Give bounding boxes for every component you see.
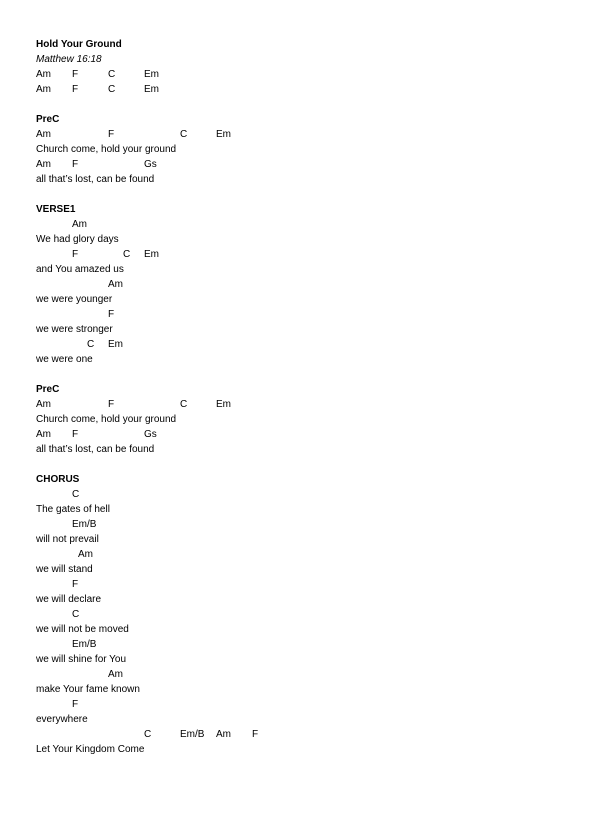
section-heading-verse: VERSE1: [36, 204, 76, 215]
song-title: Hold Your Ground: [36, 39, 122, 50]
chord: F: [72, 249, 79, 260]
chord-line: [36, 637, 596, 652]
lyric-line: we were one: [36, 354, 93, 365]
chord: Em/B: [180, 729, 205, 740]
chord: C: [72, 609, 80, 620]
chord: C: [108, 69, 116, 80]
chord: F: [72, 159, 79, 170]
chord-line: [36, 277, 596, 292]
section-heading-prechorus: PreC: [36, 384, 60, 395]
chord: F: [72, 429, 79, 440]
lyric-line: Church come, hold your ground: [36, 144, 177, 155]
chord-line: [36, 307, 596, 322]
chord: Em/B: [72, 639, 97, 650]
lyric-line: Let Your Kingdom Come: [36, 744, 145, 755]
chord: Am: [36, 429, 51, 440]
chord: C: [180, 129, 188, 140]
chord: C: [144, 729, 152, 740]
section-heading-prechorus: PreC: [36, 114, 60, 125]
intro-chord-line: [36, 82, 596, 97]
chord-line: [36, 727, 596, 742]
chord: C: [180, 399, 188, 410]
lyric-line: The gates of hell: [36, 504, 110, 515]
lyric-line: we were stronger: [36, 324, 113, 335]
lyric-line: everywhere: [36, 714, 88, 725]
chord: Em: [108, 339, 123, 350]
intro-chord-line: [36, 67, 596, 82]
chord: Em: [144, 69, 159, 80]
chord: Am: [36, 84, 51, 95]
chord: F: [72, 579, 79, 590]
chord: C: [87, 339, 95, 350]
chord: C: [72, 489, 80, 500]
chord: Em: [216, 399, 231, 410]
lyric-line: make Your fame known: [36, 684, 140, 695]
lyric-line: and You amazed us: [36, 264, 124, 275]
chord: F: [72, 699, 79, 710]
lyric-line: we will declare: [36, 594, 102, 605]
lyric-line: we will stand: [36, 564, 93, 575]
scripture-reference: Matthew 16:18: [36, 54, 102, 65]
chord: Am: [36, 159, 51, 170]
chord: Am: [36, 129, 51, 140]
chord-line: [36, 487, 596, 502]
chord: Em: [144, 249, 159, 260]
chord-line: [36, 667, 596, 682]
chord: Em: [144, 84, 159, 95]
chord: C: [123, 249, 131, 260]
chord: F: [108, 399, 115, 410]
chord: Am: [72, 219, 87, 230]
chord-line: [36, 397, 596, 412]
lyric-line: we will not be moved: [36, 624, 129, 635]
chord: Gs: [144, 159, 157, 170]
chord: Em/B: [72, 519, 97, 530]
chord-line: [36, 337, 596, 352]
lyric-line: we were younger: [36, 294, 113, 305]
chord: Em: [216, 129, 231, 140]
lyric-line: Church come, hold your ground: [36, 414, 177, 425]
chord: F: [108, 309, 115, 320]
chord: Am: [36, 399, 51, 410]
chord: Am: [108, 669, 123, 680]
chord-line: [36, 547, 596, 562]
chord-line: [36, 127, 596, 142]
lyric-line: will not prevail: [36, 534, 99, 545]
chord: Am: [216, 729, 231, 740]
chord-line: [36, 247, 596, 262]
chord-sheet: [36, 37, 596, 757]
chord-line: [36, 697, 596, 712]
chord-line: [36, 217, 596, 232]
section-heading-chorus: CHORUS: [36, 474, 80, 485]
chord: F: [252, 729, 259, 740]
lyric-line: all that’s lost, can be found: [36, 444, 155, 455]
lyric-line: We had glory days: [36, 234, 119, 245]
chord: F: [72, 69, 79, 80]
chord: Gs: [144, 429, 157, 440]
chord-line: [36, 607, 596, 622]
chord: Am: [78, 549, 93, 560]
lyric-line: we will shine for You: [36, 654, 127, 665]
chord-line: [36, 517, 596, 532]
chord-line: [36, 157, 596, 172]
chord: Am: [36, 69, 51, 80]
lyric-line: all that’s lost, can be found: [36, 174, 155, 185]
chord: F: [72, 84, 79, 95]
chord-line: [36, 577, 596, 592]
chord: Am: [108, 279, 123, 290]
chord: C: [108, 84, 116, 95]
chord: F: [108, 129, 115, 140]
chord-line: [36, 427, 596, 442]
